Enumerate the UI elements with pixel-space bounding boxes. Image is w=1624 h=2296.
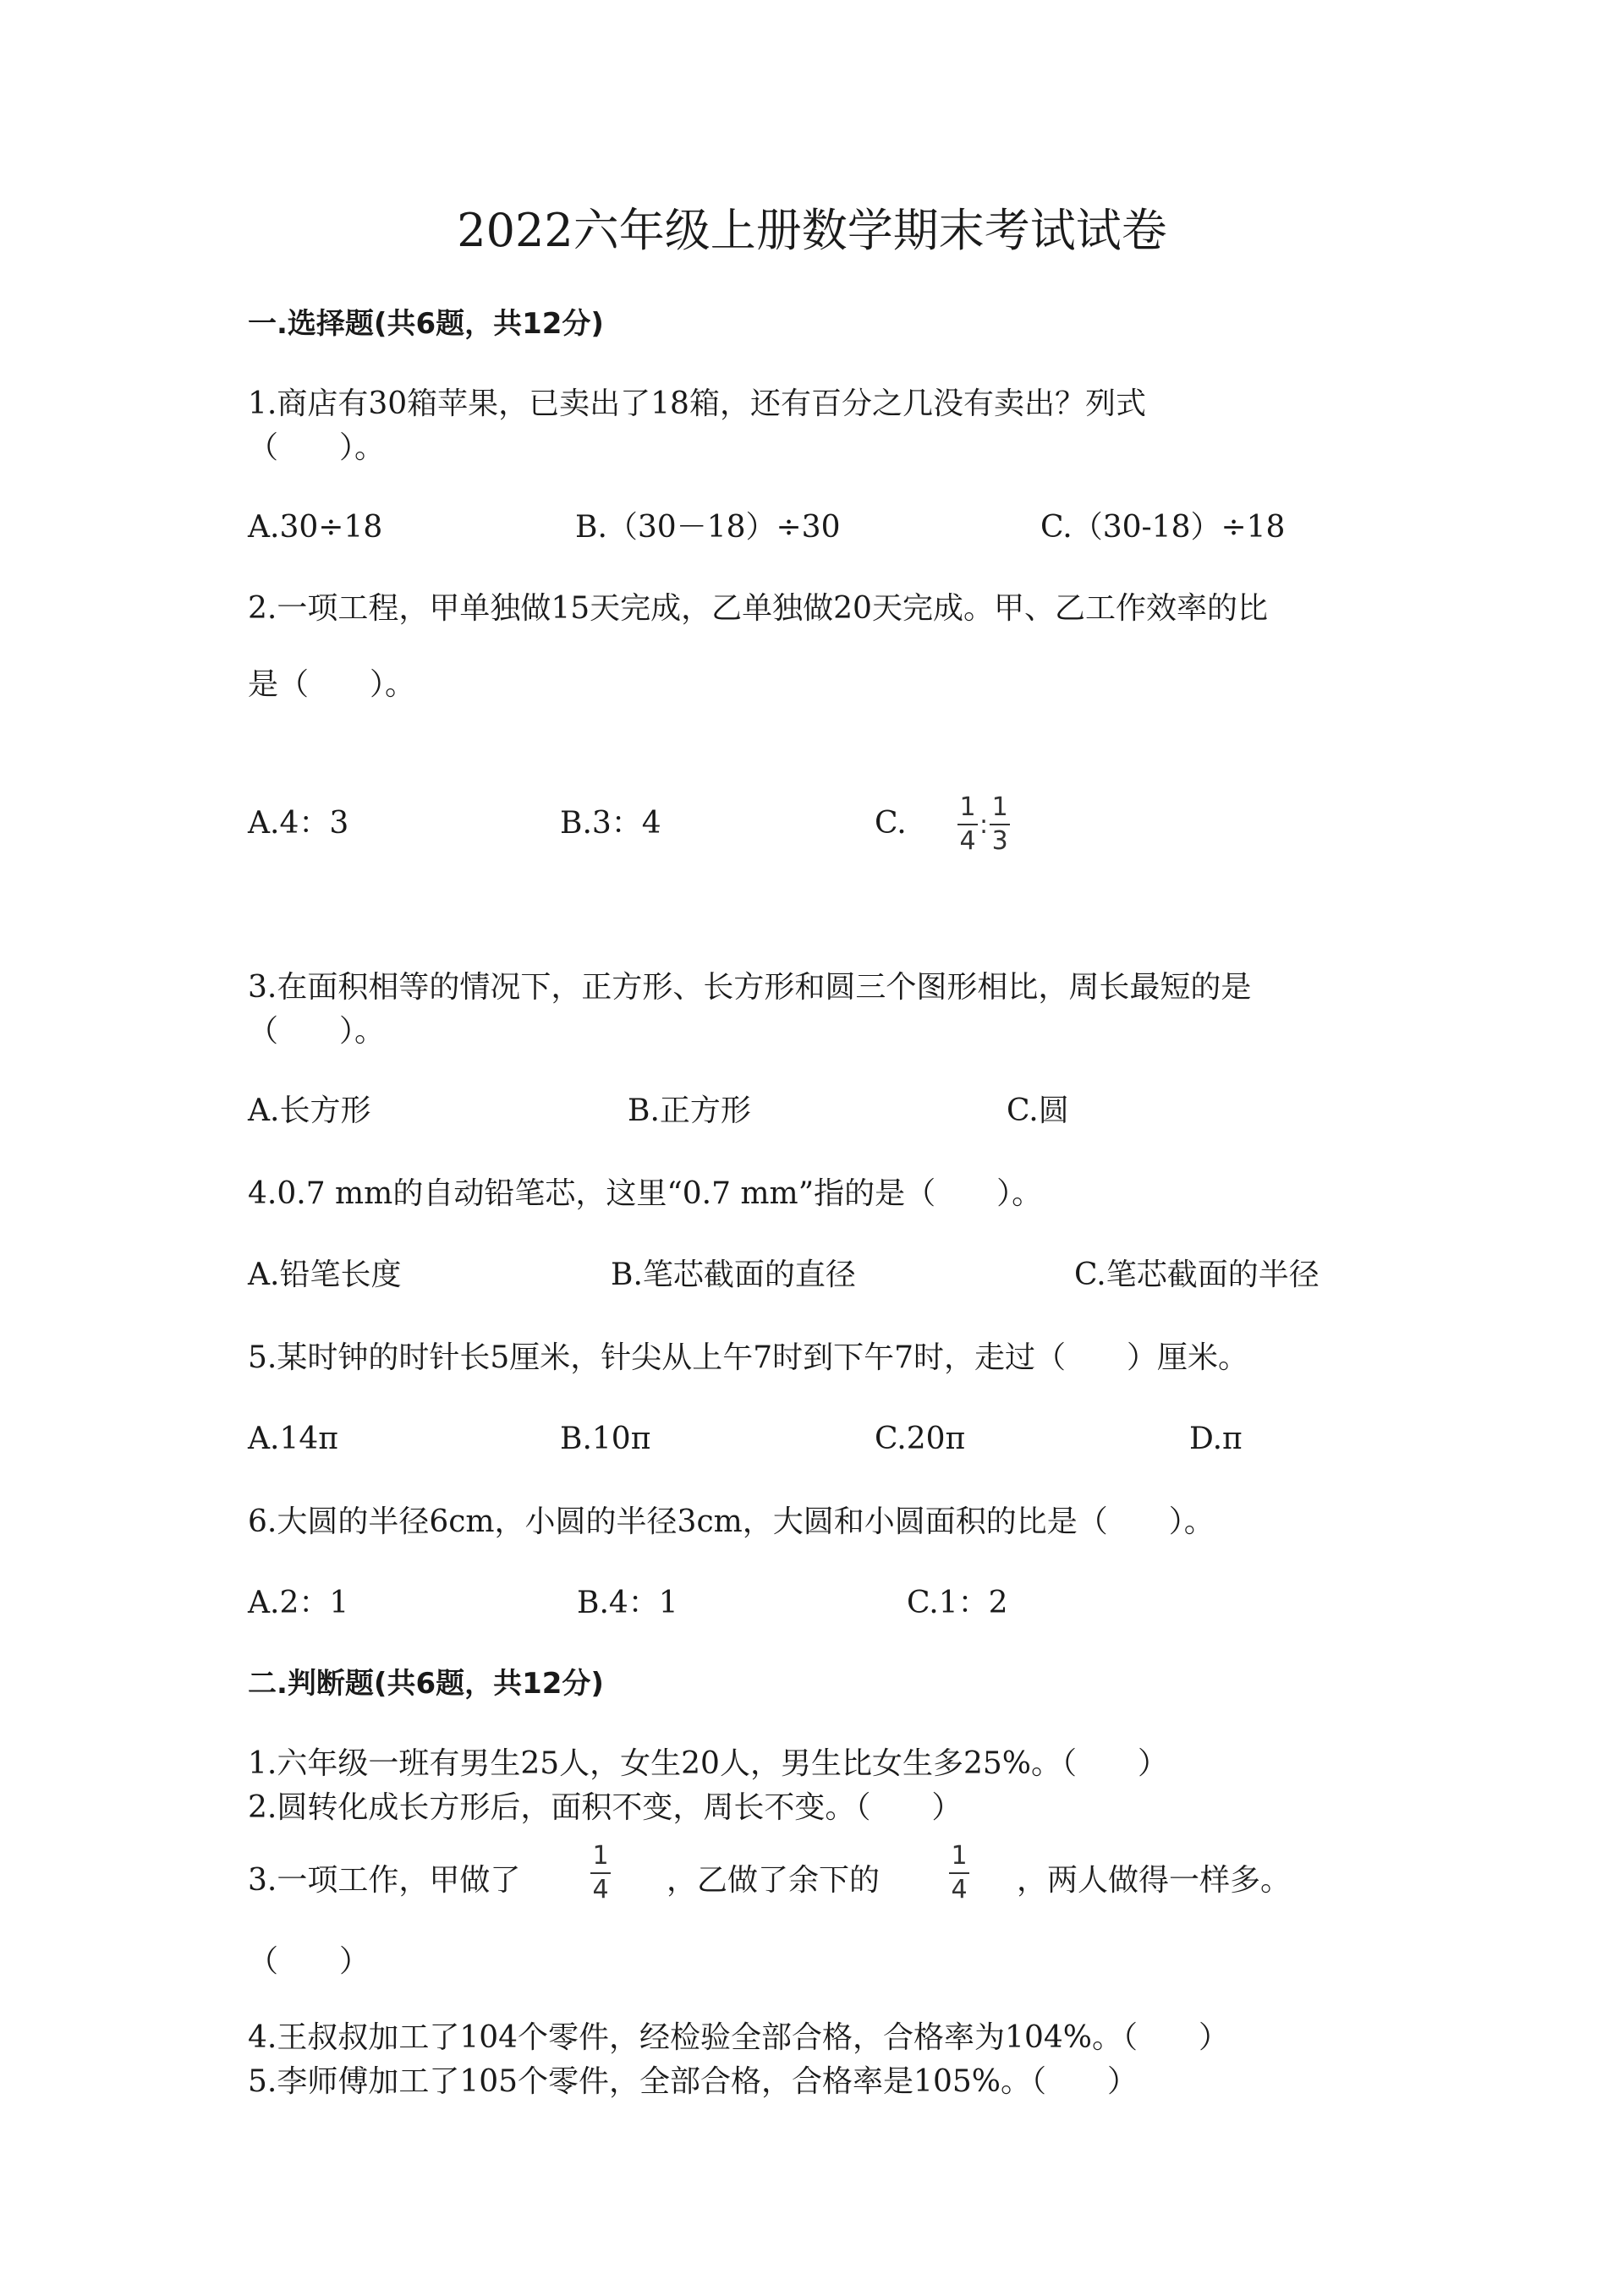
question-3-option-a: A.长方形 [248,1093,371,1128]
question-3-text: 3.在面积相等的情况下，正方形、长方形和圆三个图形相比，周长最短的是 [248,970,1252,1005]
tf-question-4: 4.王叔叔加工了104个零件，经检验全部合格，合格率为104%。（ ） [248,2020,1229,2055]
tf-question-3-part1: 3.一项工作，甲做了 [248,1863,521,1898]
tf-question-2: 2.圆转化成长方形后，面积不变，周长不变。（ ） [248,1790,963,1825]
ratio-colon: : [979,809,989,840]
question-4-option-a: A.铅笔长度 [248,1258,402,1292]
question-5-option-a: A.14π [248,1422,338,1456]
fraction-denominator: 4 [592,1875,609,1904]
question-1-text: 1.商店有30箱苹果，已卖出了18箱，还有百分之几没有卖出？列式 [248,386,1146,421]
question-5-option-b: B.10π [560,1422,651,1456]
tf-question-3-blank: （ ） [248,1944,370,1979]
section-heading-choice: 一.选择题(共6题，共12分) [248,307,604,341]
tf-question-5: 5.李师傅加工了105个零件，全部合格，合格率是105%。（ ） [248,2064,1138,2099]
question-2-option-b: B.3：4 [560,806,661,841]
question-1-option-c: C.（30-18）÷18 [1040,510,1286,545]
question-4-option-c: C.笔芯截面的半径 [1074,1258,1320,1292]
tf-question-3-fraction-1 [590,1841,611,1904]
tf-question-3-part3: ，两人做得一样多。 [1017,1863,1292,1898]
question-2-blank: 是（ ）。 [248,667,416,702]
tf-question-1: 1.六年级一班有男生25人，女生20人，男生比女生多25%。（ ） [248,1746,1168,1781]
fraction-bar [990,824,1010,825]
fraction-denominator: 4 [951,1875,968,1904]
question-4-option-b: B.笔芯截面的直径 [611,1258,856,1292]
fraction-numerator: 1 [959,792,976,822]
fraction-denominator: 4 [959,826,976,856]
question-2-option-c-ratio [957,792,1010,856]
question-5-option-c: C.20π [875,1422,966,1456]
question-6-option-b: B.4：1 [577,1586,678,1620]
tf-question-3-fraction-2 [949,1841,969,1904]
question-1-option-a: A.30÷18 [248,510,383,545]
question-3-blank: （ ）。 [248,1014,386,1049]
question-2-option-c: C. [875,806,907,841]
question-6-text: 6.大圆的半径6cm，小圆的半径3cm，大圆和小圆面积的比是（ ）。 [248,1504,1215,1539]
question-2-text: 2.一项工程，甲单独做15天完成，乙单独做20天完成。甲、乙工作效率的比 [248,591,1268,626]
page-title: 2022六年级上册数学期末考试试卷 [457,204,1167,257]
fraction-bar [957,824,978,825]
question-5-text: 5.某时钟的时针长5厘米，针尖从上午7时到下午7时，走过（ ）厘米。 [248,1340,1249,1375]
question-3-option-c: C.圆 [1007,1093,1069,1128]
fraction-denominator: 3 [991,826,1008,856]
fraction-bar [949,1872,969,1874]
fraction-numerator: 1 [991,792,1008,822]
question-2-option-a: A.4：3 [248,806,349,841]
question-1-option-b: B.（30－18）÷30 [575,510,841,545]
question-1-blank: （ ）。 [248,430,386,465]
section-heading-true-false: 二.判断题(共6题，共12分) [248,1667,604,1701]
question-4-text: 4.0.7 mm的自动铅笔芯，这里“0.7 mm”指的是（ ）。 [248,1176,1043,1211]
fraction-numerator: 1 [951,1841,968,1871]
tf-question-3-part2: ，乙做了余下的 [667,1863,881,1898]
question-6-option-c: C.1：2 [907,1586,1008,1620]
fraction-one-third [990,792,1010,856]
fraction-numerator: 1 [592,1841,609,1871]
fraction-bar [590,1872,611,1874]
fraction-one-quarter [957,792,978,856]
question-3-option-b: B.正方形 [628,1093,751,1128]
question-5-option-d: D.π [1189,1422,1243,1456]
question-6-option-a: A.2：1 [248,1586,349,1620]
